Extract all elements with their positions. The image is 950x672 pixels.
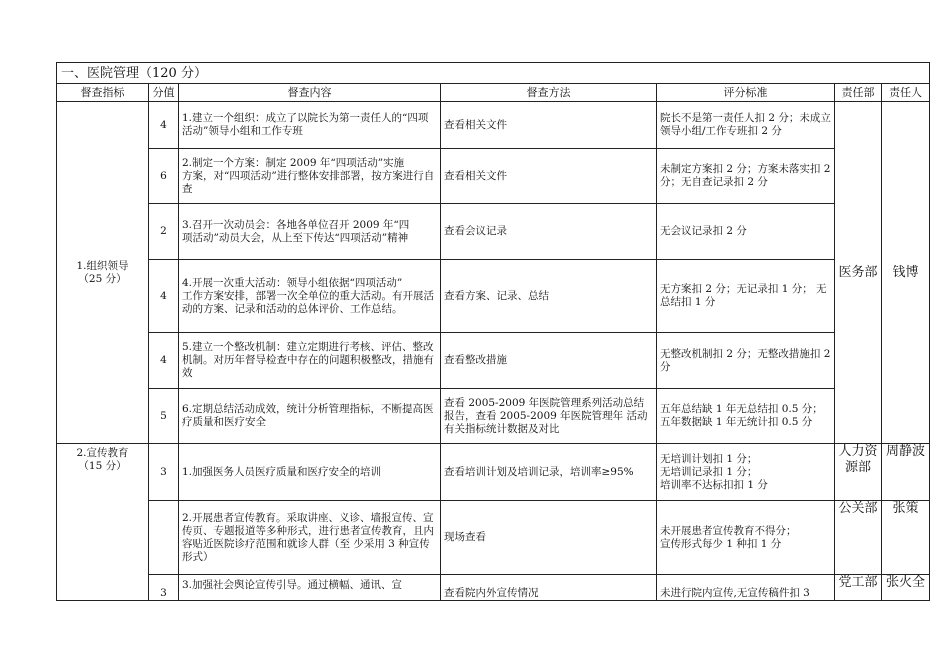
method-cell: 查看相关文件: [441, 149, 657, 204]
person-cell: 周静波: [882, 444, 930, 501]
header-method: 督查方法: [441, 84, 657, 102]
table-header-row: [57, 84, 930, 102]
table-row: [57, 444, 930, 501]
header-department: 责任部: [835, 84, 882, 102]
method-cell: 查看 2005-2009 年医院管理系列活动总结报告，查看 2005-2009 年医院管理年 活动有关指标统计数据及对比: [441, 389, 657, 444]
method-cell: 现场查看: [441, 501, 657, 575]
header-indicator: 督查指标: [57, 84, 149, 102]
evaluation-sheet: [56, 62, 929, 601]
header-content: 督查内容: [179, 84, 441, 102]
table-row: [57, 333, 930, 389]
header-person: 责任人: [882, 84, 930, 102]
table-row: [57, 102, 930, 149]
person-cell: 张火全: [882, 575, 930, 601]
table-row: [57, 389, 930, 444]
score-cell: 4: [149, 260, 179, 333]
person-cell: 张策: [882, 501, 930, 575]
method-cell: 查看会议记录: [441, 204, 657, 260]
content-cell: 2.开展患者宣传教育。采取讲座、义诊、墙报宣传、宣传页、专题报道等多种形式，进行患者宣传教育，且内容贴近医院诊疗范围和就诊人群（至 少采用 3 种宣传形式）: [179, 501, 441, 575]
method-cell: 查看整改措施: [441, 333, 657, 389]
method-cell: 查看院内外宣传情况: [441, 575, 657, 601]
method-cell: 查看相关文件: [441, 102, 657, 149]
table-row: [57, 501, 930, 575]
department-cell: 党工部: [835, 575, 882, 601]
score-cell: 4: [149, 333, 179, 389]
table-row: [57, 575, 930, 601]
score-cell: 5: [149, 389, 179, 444]
standard-cell: 未制定方案扣 2 分；方案未落实扣 2 分；无自查记录扣 2 分: [657, 149, 835, 204]
department-cell: 医务部: [835, 102, 882, 444]
content-cell: 5.建立一个整改机制：建立定期进行考核、评估、整改机制。对历年督导检查中存在的问题积极整改，措施有效: [179, 333, 441, 389]
content-cell: 2.制定一个方案：制定 2009 年“四项活动”实施 方案，对“四项活动”进行整体安排部署，按方案进行自查: [179, 149, 441, 204]
score-cell: 4: [149, 102, 179, 149]
content-cell: 4.开展一次重大活动：领导小组依据“四项活动” 工作方案安排，部署一次全单位的重大活动。有开展活动的方案、记录和活动的总体评价、工作总结。: [179, 260, 441, 333]
indicator-cell: 1.组织领导 （25 分）: [57, 102, 149, 444]
standard-cell: 未开展患者宣传教育不得分； 宣传形式每少 1 种扣 1 分: [657, 501, 835, 575]
content-cell: 1.建立一个组织：成立了以院长为第一责任人的“四项活动”领导小组和工作专班: [179, 102, 441, 149]
table-row: [57, 260, 930, 333]
content-cell: 3.召开一次动员会：各地各单位召开 2009 年“四 项活动”动员大会，从上至下传达“四项活动”精神: [179, 204, 441, 260]
standard-cell: 无整改机制扣 2 分；无整改措施扣 2 分: [657, 333, 835, 389]
person-cell: 钱博: [882, 102, 930, 444]
score-cell: 2: [149, 204, 179, 260]
score-cell: [149, 501, 179, 575]
table-row: [57, 149, 930, 204]
header-score: 分值: [149, 84, 179, 102]
standard-cell: 未进行院内宣传,无宣传稿件扣 3: [657, 575, 835, 601]
indicator-cell: 2.宣传教育 （15 分）: [57, 444, 149, 601]
score-cell: 3: [149, 444, 179, 501]
content-cell: 3.加强社会舆论宣传引导。通过横幅、通讯、宣: [179, 575, 441, 601]
header-standard: 评分标准: [657, 84, 835, 102]
standard-cell: 无会议记录扣 2 分: [657, 204, 835, 260]
department-cell: 人力资源部: [835, 444, 882, 501]
standard-cell: 院长不是第一责任人扣 2 分；未成立领导小组/工作专班扣 2 分: [657, 102, 835, 149]
standard-cell: 五年总结缺 1 年无总结扣 0.5 分； 五年数据缺 1 年无统计扣 0.5 分: [657, 389, 835, 444]
score-cell: 6: [149, 149, 179, 204]
method-cell: 查看方案、记录、总结: [441, 260, 657, 333]
table-row: [57, 204, 930, 260]
score-cell: 3: [149, 575, 179, 601]
section-title: 一、医院管理（120 分）: [57, 63, 930, 84]
standard-cell: 无方案扣 2 分；无记录扣 1 分； 无总结扣 1 分: [657, 260, 835, 333]
content-cell: 1.加强医务人员医疗质量和医疗安全的培训: [179, 444, 441, 501]
method-cell: 查看培训计划及培训记录，培训率≥95%: [441, 444, 657, 501]
content-cell: 6.定期总结活动成效，统计分析管理指标，不断提高医疗质量和医疗安全: [179, 389, 441, 444]
department-cell: 公关部: [835, 501, 882, 575]
evaluation-table: [56, 62, 930, 601]
standard-cell: 无培训计划扣 1 分； 无培训记录扣 1 分； 培训率不达标扣扣 1 分: [657, 444, 835, 501]
